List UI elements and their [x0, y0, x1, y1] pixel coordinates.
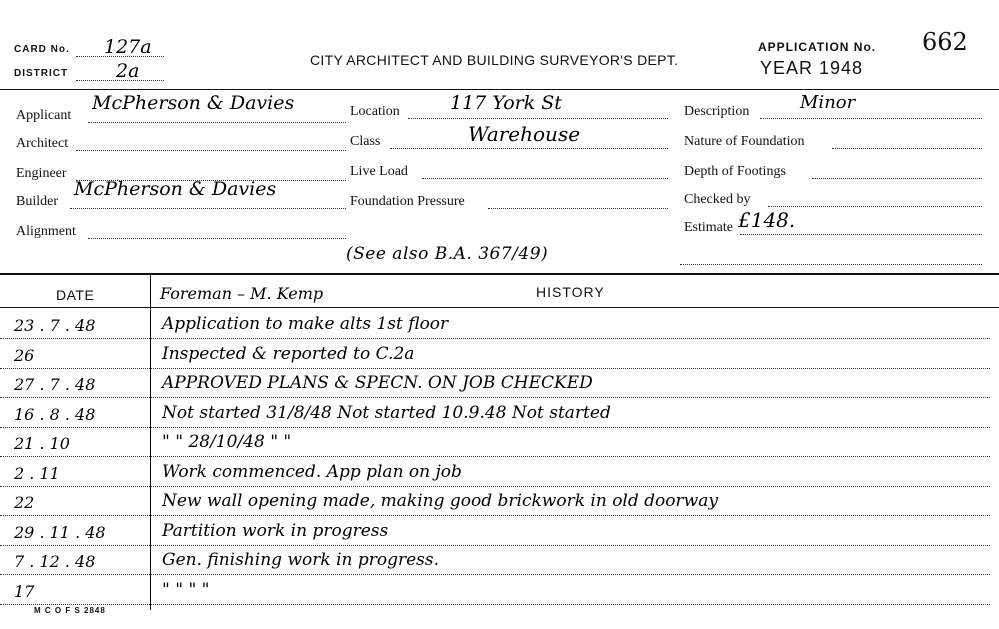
card-no-value: 127a	[104, 36, 152, 58]
history-row-rule	[0, 574, 990, 575]
history-date: 27 . 7 . 48	[14, 375, 96, 394]
date-header: DATE	[56, 287, 95, 303]
history-row-rule	[0, 545, 990, 546]
builder-value: McPherson & Davies	[74, 178, 277, 200]
history-row-rule	[0, 604, 990, 605]
history-row-rule	[0, 427, 990, 428]
department-title: CITY ARCHITECT AND BUILDING SURVEYOR'S DEPT.	[310, 52, 679, 68]
history-date: 22	[14, 493, 35, 512]
history-date: 2 . 11	[14, 464, 60, 483]
history-row-rule	[0, 456, 990, 457]
history-text: Work commenced. App plan on job	[162, 462, 462, 482]
location-label: Location	[350, 104, 400, 119]
class-value: Warehouse	[468, 122, 581, 146]
estimate-label: Estimate	[684, 220, 733, 235]
description-label: Description	[684, 104, 750, 119]
foundation-pressure-label: Foundation Pressure	[350, 194, 465, 209]
history-date: 16 . 8 . 48	[14, 405, 96, 424]
applicant-value: McPherson & Davies	[92, 92, 295, 114]
district-value: 2a	[116, 60, 140, 82]
history-text: " " " "	[162, 580, 210, 600]
history-text: APPROVED PLANS & SPECN. ON JOB CHECKED	[162, 373, 593, 393]
date-column-divider	[150, 275, 151, 610]
history-row-rule	[0, 368, 990, 369]
history-text: Application to make alts 1st floor	[162, 314, 449, 334]
history-header-rule	[0, 307, 999, 308]
live-load-label: Live Load	[350, 164, 408, 179]
description-value: Minor	[800, 92, 856, 113]
history-text: New wall opening made, making good brickwork in old doorway	[162, 491, 718, 511]
header-divider	[0, 89, 999, 90]
engineer-label: Engineer	[16, 166, 67, 181]
history-date: 17	[14, 582, 35, 601]
history-row-rule	[0, 397, 990, 398]
history-text: Partition work in progress	[162, 521, 389, 541]
builder-label: Builder	[16, 194, 58, 209]
nature-of-foundation-label: Nature of Foundation	[684, 134, 805, 149]
depth-of-footings-label: Depth of Footings	[684, 164, 786, 179]
history-text: Inspected & reported to C.2a	[162, 344, 415, 364]
history-header: HISTORY	[536, 284, 605, 300]
history-text: Not started 31/8/48 Not started 10.9.48 Not started	[162, 403, 611, 423]
class-label: Class	[350, 134, 381, 149]
year-label: YEAR 1948	[760, 58, 864, 78]
applicant-label: Applicant	[16, 108, 72, 123]
checked-by-label: Checked by	[684, 192, 751, 207]
history-text: Gen. finishing work in progress.	[162, 550, 440, 570]
architect-label: Architect	[16, 136, 69, 151]
application-no-value: 662	[922, 28, 968, 56]
application-no-label: APPLICATION No.	[758, 40, 877, 54]
history-row-rule	[0, 515, 990, 516]
history-text: " " 28/10/48 " "	[162, 432, 292, 452]
history-date: 7 . 12 . 48	[14, 552, 96, 571]
history-row-rule	[0, 338, 990, 339]
history-row-rule	[0, 486, 990, 487]
form-code: M C O F S 2848	[34, 606, 106, 615]
foreman-note: Foreman – M. Kemp	[160, 284, 324, 303]
history-date: 29 . 11 . 48	[14, 523, 106, 542]
card-no-label: CARD No.	[14, 44, 70, 55]
estimate-value: £148.	[738, 208, 796, 232]
history-date: 21 . 10	[14, 434, 70, 453]
history-date: 26	[14, 346, 35, 365]
alignment-label: Alignment	[16, 224, 76, 239]
location-value: 117 York St	[450, 92, 562, 114]
history-date: 23 . 7 . 48	[14, 316, 96, 335]
see-also-note: (See also B.A. 367/49)	[346, 244, 549, 264]
district-label: DISTRICT	[14, 68, 69, 79]
